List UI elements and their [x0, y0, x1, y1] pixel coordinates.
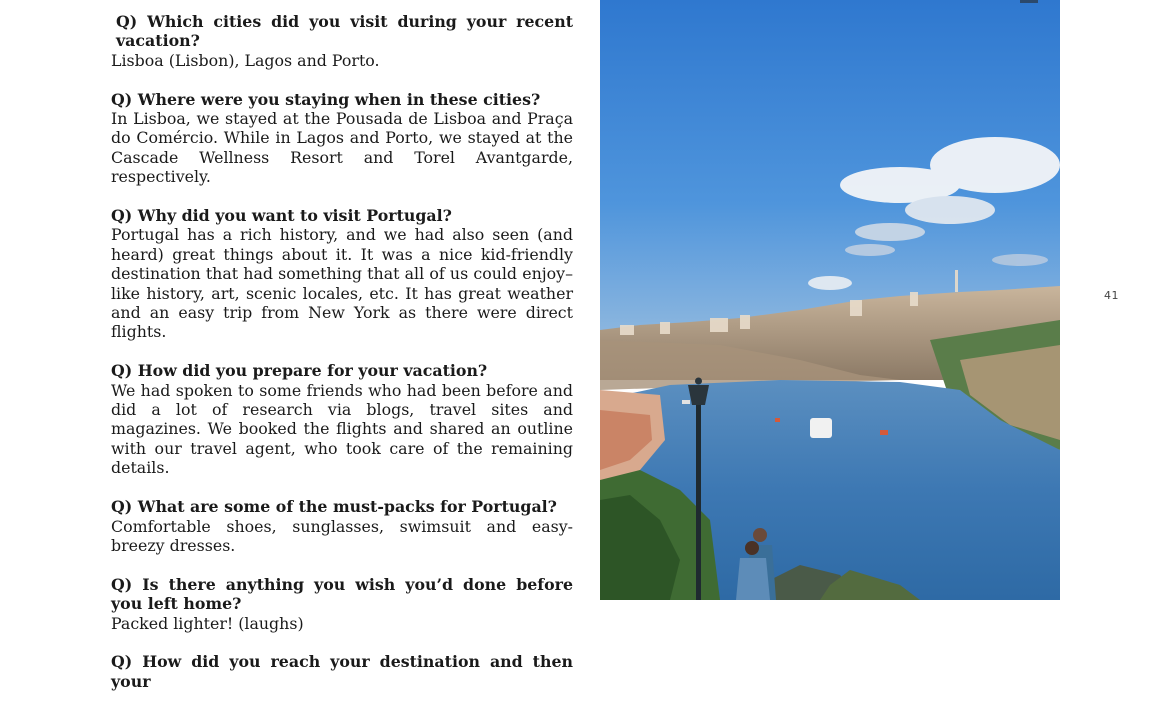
answer-1: Lisboa (Lisbon), Lagos and Porto. — [111, 50, 380, 70]
article-text-column — [111, 12, 573, 711]
answer-2: In Lisboa, we stayed at the Pousada de Lisboa and Praça do Comércio. While in Lagos and Porto, we stayed at the Cascade Wellness Resort and Torel Avantgarde, respectively. — [111, 109, 573, 187]
question-7: Q) How did you reach your destination and then your — [111, 652, 573, 691]
page-number: 41 — [1104, 289, 1119, 302]
porto-river-photo — [600, 0, 1060, 600]
qa-block-6 — [111, 575, 573, 633]
answer-4: We had spoken to some friends who had been before and did a lot of research via blogs, travel sites and magazines. We booked the flights and shared an outline with our travel agent, who took care of the remaining details. — [111, 380, 573, 478]
question-1: Q) Which cities did you visit during your recent vacation? — [116, 12, 573, 51]
qa-block-3 — [111, 206, 573, 342]
question-4: Q) How did you prepare for your vacation? — [111, 361, 488, 381]
qa-block-7 — [111, 652, 573, 691]
question-6: Q) Is there anything you wish you’d done before you left home? — [111, 574, 573, 614]
qa-block-4 — [111, 361, 573, 477]
qa-block-1 — [111, 12, 573, 70]
qa-block-2 — [111, 90, 573, 187]
answer-6: Packed lighter! (laughs) — [111, 613, 304, 633]
question-5: Q) What are some of the must-packs for Portugal? — [111, 497, 557, 517]
question-3: Q) Why did you want to visit Portugal? — [111, 206, 452, 226]
answer-3: Portugal has a rich history, and we had also seen (and heard) great things about it. It was a nice kid-friendly destination that had something that all of us could enjoy– like history, art, scenic locales, etc. It has great weather and an easy trip from New York as there were direct flights. — [111, 225, 573, 342]
answer-5: Comfortable shoes, sunglasses, swimsuit and easy-breezy dresses. — [111, 516, 573, 555]
qa-block-5 — [111, 497, 573, 555]
question-2: Q) Where were you staying when in these cities? — [111, 89, 541, 109]
